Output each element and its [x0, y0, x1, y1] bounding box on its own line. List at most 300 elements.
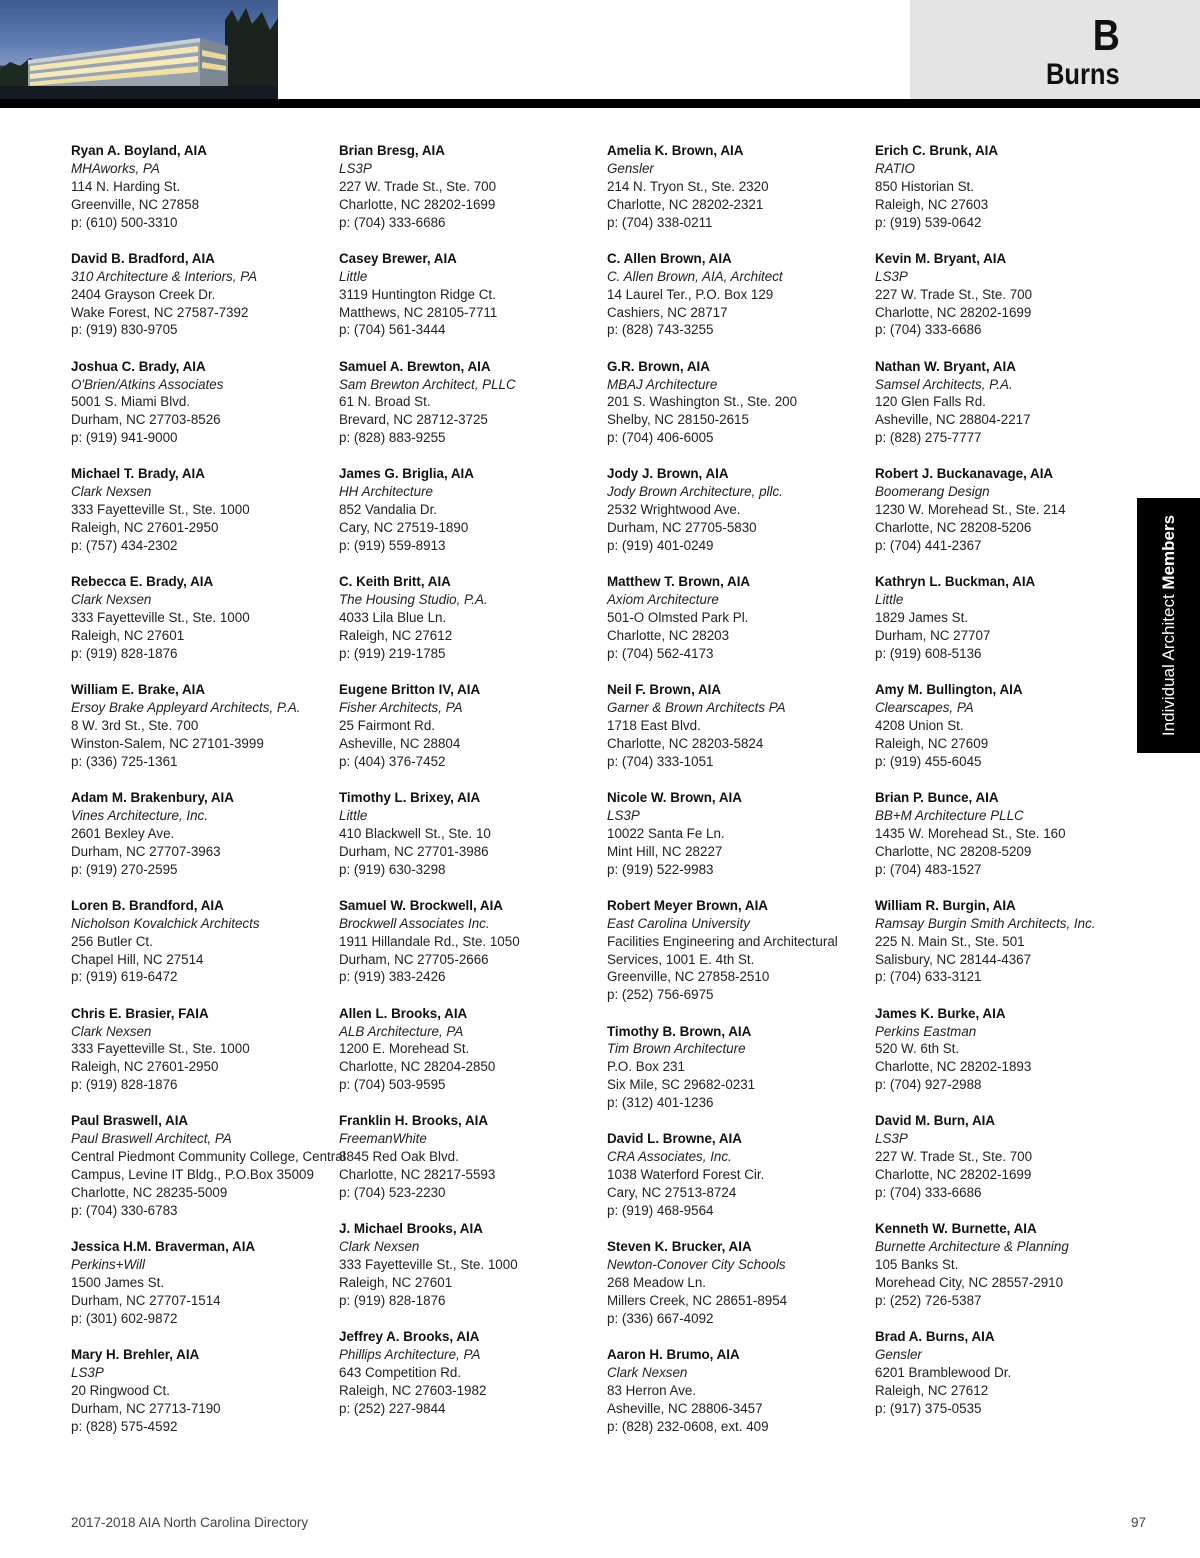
member-firm: Gensler	[607, 160, 654, 176]
member-entry	[607, 358, 867, 448]
member-detail-line: 501-O Olmsted Park Pl.	[607, 610, 749, 626]
member-firm: MBAJ Architecture	[607, 376, 718, 392]
member-detail-line: Durham, NC 27713-7190	[71, 1400, 221, 1416]
member-detail-line: p: (919) 559-8913	[339, 538, 446, 554]
member-detail-line: p: (404) 376-7452	[339, 753, 446, 769]
member-detail-line: 8 W. 3rd St., Ste. 700	[71, 717, 199, 733]
member-detail-line: p: (828) 743-3255	[607, 322, 714, 338]
member-detail-line: p: (704) 483-1527	[875, 861, 982, 877]
member-name: David B. Bradford, AIA	[71, 250, 215, 266]
member-detail-line: p: (919) 219-1785	[339, 645, 446, 661]
member-firm: LS3P	[339, 160, 372, 176]
member-name: Brian P. Bunce, AIA	[875, 789, 999, 805]
member-detail-line: 520 W. 6th St.	[875, 1041, 960, 1057]
member-detail-line: p: (919) 608-5136	[875, 645, 982, 661]
member-entry	[339, 142, 599, 232]
member-firm: MHAworks, PA	[71, 160, 160, 176]
member-detail-line: Charlotte, NC 28208-5206	[875, 520, 1032, 536]
member-detail-line: p: (704) 561-3444	[339, 322, 446, 338]
member-entry	[607, 573, 867, 663]
member-detail-line: p: (828) 275-7777	[875, 430, 982, 446]
member-name: Timothy L. Brixey, AIA	[339, 789, 481, 805]
member-entry	[607, 897, 867, 1004]
member-entry	[875, 1005, 1135, 1095]
member-detail-line: 256 Butler Ct.	[71, 933, 153, 949]
member-detail-line: 225 N. Main St., Ste. 501	[875, 933, 1025, 949]
member-firm: ALB Architecture, PA	[339, 1023, 464, 1039]
member-detail-line: Raleigh, NC 27609	[875, 735, 989, 751]
member-firm: Nicholson Kovalchick Architects	[71, 915, 260, 931]
member-detail-line: 10022 Santa Fe Ln.	[607, 825, 725, 841]
member-firm: Brockwell Associates Inc.	[339, 915, 490, 931]
member-name: Mary H. Brehler, AIA	[71, 1347, 200, 1363]
member-firm: Paul Braswell Architect, PA	[71, 1131, 232, 1147]
member-detail-line: Cashiers, NC 28717	[607, 304, 728, 320]
member-entry	[875, 789, 1135, 879]
member-detail-line: p: (919) 522-9983	[607, 861, 714, 877]
member-firm: Clark Nexsen	[71, 592, 152, 608]
member-detail-line: 1829 James St.	[875, 610, 969, 626]
member-firm: O'Brien/Atkins Associates	[71, 376, 224, 392]
member-detail-line: 8845 Red Oak Blvd.	[339, 1149, 459, 1165]
member-firm: LS3P	[607, 807, 640, 823]
member-detail-line: p: (919) 383-2426	[339, 969, 446, 985]
member-detail-line: p: (919) 619-6472	[71, 969, 178, 985]
member-detail-line: Cary, NC 27513-8724	[607, 1185, 737, 1201]
member-detail-line: Cary, NC 27519-1890	[339, 520, 469, 536]
member-detail-line: p: (704) 523-2230	[339, 1185, 446, 1201]
member-name: Kevin M. Bryant, AIA	[875, 250, 1007, 266]
footer-publication: 2017-2018 AIA North Carolina Directory	[71, 1515, 309, 1530]
member-detail-line: 850 Historian St.	[875, 178, 974, 194]
member-detail-line: 227 W. Trade St., Ste. 700	[339, 178, 497, 194]
member-name: William R. Burgin, AIA	[875, 897, 1016, 913]
member-detail-line: Charlotte, NC 28235-5009	[71, 1185, 228, 1201]
member-firm: Clearscapes, PA	[875, 700, 974, 716]
member-detail-line: 114 N. Harding St.	[71, 178, 181, 194]
member-firm: Samsel Architects, P.A.	[875, 376, 1013, 392]
member-entry	[71, 789, 331, 879]
member-name: Brad A. Burns, AIA	[875, 1329, 995, 1345]
member-name: Joshua C. Brady, AIA	[71, 358, 206, 374]
member-detail-line: 83 Herron Ave.	[607, 1382, 697, 1398]
member-firm: Little	[339, 268, 368, 284]
member-detail-line: Mint Hill, NC 28227	[607, 843, 723, 859]
member-name: Ryan A. Boyland, AIA	[71, 143, 207, 158]
member-detail-line: Asheville, NC 28804-2217	[875, 412, 1031, 428]
member-name: Michael T. Brady, AIA	[71, 466, 205, 482]
member-firm: LS3P	[875, 1131, 908, 1147]
member-name: Steven K. Brucker, AIA	[607, 1239, 752, 1255]
member-detail-line: 2601 Bexley Ave.	[71, 825, 175, 841]
member-detail-line: p: (917) 375-0535	[875, 1400, 982, 1416]
member-detail-line: 3119 Huntington Ridge Ct.	[339, 286, 496, 302]
member-detail-line: 105 Banks St.	[875, 1257, 959, 1273]
member-firm: RATIO	[875, 160, 915, 176]
member-detail-line: Durham, NC 27707-1514	[71, 1292, 221, 1308]
member-firm: LS3P	[71, 1364, 104, 1380]
member-detail-line: Winston-Salem, NC 27101-3999	[71, 735, 264, 751]
member-detail-line: p: (704) 333-1051	[607, 753, 714, 769]
member-name: Matthew T. Brown, AIA	[607, 574, 751, 590]
member-firm: Gensler	[875, 1347, 922, 1363]
member-name: Rebecca E. Brady, AIA	[71, 574, 214, 590]
member-entry	[875, 1220, 1135, 1310]
side-tab-label	[1155, 498, 1200, 753]
member-detail-line: 120 Glen Falls Rd.	[875, 394, 986, 410]
member-firm: Fisher Architects, PA	[339, 700, 463, 716]
directory-column-1	[71, 142, 346, 1454]
member-entry	[339, 465, 599, 555]
member-name: Casey Brewer, AIA	[339, 250, 457, 266]
member-detail-line: 201 S. Washington St., Ste. 200	[607, 394, 798, 410]
member-detail-line: 268 Meadow Ln.	[607, 1275, 707, 1290]
member-detail-line: 1230 W. Morehead St., Ste. 214	[875, 502, 1066, 518]
member-name: Aaron H. Brumo, AIA	[607, 1347, 740, 1363]
section-side-tab	[1137, 498, 1200, 753]
member-firm: FreemanWhite	[339, 1131, 427, 1147]
member-firm: Little	[875, 592, 904, 608]
member-name: Robert J. Buckanavage, AIA	[875, 466, 1054, 482]
member-detail-line: Millers Creek, NC 28651-8954	[607, 1292, 788, 1308]
member-detail-line: 5001 S. Miami Blvd.	[71, 394, 191, 410]
member-name: Adam M. Brakenbury, AIA	[71, 789, 234, 805]
member-entry	[875, 681, 1135, 771]
member-firm: Axiom Architecture	[607, 592, 719, 608]
member-detail-line: Greenville, NC 27858-2510	[607, 969, 770, 985]
member-detail-line: p: (919) 539-0642	[875, 214, 982, 230]
member-name: Samuel A. Brewton, AIA	[339, 358, 491, 374]
member-firm: East Carolina University	[607, 915, 750, 931]
member-entry	[339, 789, 599, 879]
member-detail-line: p: (919) 455-6045	[875, 753, 982, 769]
member-name: C. Keith Britt, AIA	[339, 574, 451, 590]
member-name: Robert Meyer Brown, AIA	[607, 897, 768, 913]
member-detail-line: p: (336) 725-1361	[71, 753, 178, 769]
member-detail-line: 14 Laurel Ter., P.O. Box 129	[607, 286, 774, 302]
member-name: Brian Bresg, AIA	[339, 143, 445, 158]
member-entry	[875, 1112, 1135, 1202]
member-detail-line: 643 Competition Rd.	[339, 1364, 462, 1380]
index-letter: B	[1092, 11, 1120, 60]
member-entry	[71, 1005, 331, 1095]
member-name: James K. Burke, AIA	[875, 1005, 1006, 1021]
member-detail-line: p: (704) 338-0211	[607, 214, 713, 230]
member-detail-line: 1911 Hillandale Rd., Ste. 1050	[339, 933, 520, 949]
member-detail-line: 1200 E. Morehead St.	[339, 1041, 470, 1057]
member-entry	[339, 1220, 599, 1310]
member-firm: Vines Architecture, Inc.	[71, 807, 208, 823]
member-detail-line: 1038 Waterford Forest Cir.	[607, 1167, 765, 1183]
member-firm: Little	[339, 807, 368, 823]
member-detail-line: Six Mile, SC 29682-0231	[607, 1077, 756, 1093]
member-detail-line: 2404 Grayson Creek Dr.	[71, 286, 216, 302]
member-detail-line: p: (919) 401-0249	[607, 538, 714, 554]
member-detail-line: 1500 James St.	[71, 1275, 165, 1290]
member-firm: Clark Nexsen	[339, 1239, 420, 1255]
member-detail-line: p: (919) 830-9705	[71, 322, 178, 338]
member-entry	[607, 465, 867, 555]
member-firm: Perkins Eastman	[875, 1023, 977, 1039]
member-firm: Perkins+Will	[71, 1257, 145, 1273]
member-firm: Sam Brewton Architect, PLLC	[339, 376, 516, 392]
member-detail-line: p: (919) 828-1876	[71, 645, 178, 661]
member-detail-line: 1718 East Blvd.	[607, 717, 701, 733]
member-detail-line: 333 Fayetteville St., Ste. 1000	[71, 502, 250, 518]
header-building-photo	[0, 0, 278, 100]
member-detail-line: p: (828) 575-4592	[71, 1418, 178, 1434]
member-detail-line: Raleigh, NC 27601	[71, 628, 185, 644]
member-detail-line: p: (919) 270-2595	[71, 861, 178, 877]
member-firm: Boomerang Design	[875, 484, 990, 500]
member-detail-line: Morehead City, NC 28557-2910	[875, 1275, 1064, 1290]
member-detail-line: p: (704) 503-9595	[339, 1077, 446, 1093]
member-entry	[339, 1112, 599, 1202]
member-detail-line: p: (828) 883-9255	[339, 430, 446, 446]
member-firm: BB+M Architecture PLLC	[875, 807, 1024, 823]
member-firm: Tim Brown Architecture	[607, 1041, 746, 1057]
member-detail-line: p: (704) 333-6686	[339, 214, 446, 230]
member-name: Erich C. Brunk, AIA	[875, 143, 999, 158]
member-detail-line: Charlotte, NC 28217-5593	[339, 1167, 496, 1183]
member-entry	[607, 1346, 867, 1436]
member-name: Loren B. Brandford, AIA	[71, 897, 224, 913]
member-name: Amy M. Bullington, AIA	[875, 682, 1023, 698]
member-name: Jody J. Brown, AIA	[607, 466, 729, 482]
member-firm: Phillips Architecture, PA	[339, 1347, 481, 1363]
member-detail-line: p: (252) 756-6975	[607, 987, 714, 1003]
member-entry	[71, 358, 331, 448]
member-detail-line: Durham, NC 27701-3986	[339, 843, 489, 859]
member-firm: Ersoy Brake Appleyard Architects, P.A.	[71, 700, 301, 716]
member-name: Paul Braswell, AIA	[71, 1113, 189, 1129]
directory-column-3	[607, 142, 867, 1454]
member-entry	[875, 250, 1135, 340]
member-detail-line: Raleigh, NC 27601	[339, 1275, 453, 1290]
member-detail-line: Charlotte, NC 28204-2850	[339, 1059, 496, 1075]
member-detail-line: p: (919) 630-3298	[339, 861, 446, 877]
member-detail-line: p: (757) 434-2302	[71, 538, 178, 554]
member-name: David M. Burn, AIA	[875, 1113, 996, 1129]
member-entry	[339, 681, 599, 771]
member-entry	[607, 681, 867, 771]
member-detail-line: Durham, NC 27707	[875, 628, 991, 644]
member-detail-line: Durham, NC 27705-5830	[607, 520, 757, 536]
member-detail-line: 1435 W. Morehead St., Ste. 160	[875, 825, 1066, 841]
member-detail-line: p: (704) 441-2367	[875, 538, 982, 554]
member-detail-line: 227 W. Trade St., Ste. 700	[875, 286, 1033, 302]
member-detail-line: Durham, NC 27703-8526	[71, 412, 221, 428]
member-detail-line: p: (336) 667-4092	[607, 1310, 714, 1326]
member-detail-line: 25 Fairmont Rd.	[339, 717, 436, 733]
member-detail-line: 4208 Union St.	[875, 717, 964, 733]
member-name: Kathryn L. Buckman, AIA	[875, 574, 1036, 590]
member-detail-line: Raleigh, NC 27603	[875, 196, 989, 212]
member-firm: C. Allen Brown, AIA, Architect	[607, 268, 783, 284]
member-entry	[875, 142, 1135, 232]
member-entry	[339, 1005, 599, 1095]
member-firm: HH Architecture	[339, 484, 434, 500]
member-detail-line: Durham, NC 27707-3963	[71, 843, 221, 859]
member-detail-line: 4033 Lila Blue Ln.	[339, 610, 447, 626]
member-name: Kenneth W. Burnette, AIA	[875, 1221, 1037, 1237]
member-entry	[607, 789, 867, 879]
member-entry	[875, 1328, 1135, 1418]
member-firm: CRA Associates, Inc.	[607, 1149, 732, 1165]
member-entry	[339, 573, 599, 663]
member-entry	[71, 1112, 346, 1219]
member-name: Chris E. Brasier, FAIA	[71, 1005, 209, 1021]
member-detail-line: 20 Ringwood Ct.	[71, 1382, 170, 1398]
member-detail-line: p: (919) 828-1876	[339, 1292, 446, 1308]
member-firm: Clark Nexsen	[71, 1023, 152, 1039]
member-detail-line: 333 Fayetteville St., Ste. 1000	[71, 610, 250, 626]
member-detail-line: p: (252) 726-5387	[875, 1292, 982, 1308]
member-entry	[607, 1238, 867, 1328]
member-name: Amelia K. Brown, AIA	[607, 143, 744, 158]
member-detail-line: Asheville, NC 28804	[339, 735, 461, 751]
member-entry	[607, 1130, 867, 1220]
member-detail-line: Charlotte, NC 28202-1699	[875, 1167, 1032, 1183]
member-firm: 310 Architecture & Interiors, PA	[71, 268, 258, 284]
member-detail-line: 227 W. Trade St., Ste. 700	[875, 1149, 1033, 1165]
member-detail-line: Raleigh, NC 27612	[339, 628, 453, 644]
member-entry	[339, 358, 599, 448]
member-firm: Burnette Architecture & Planning	[875, 1239, 1069, 1255]
member-name: C. Allen Brown, AIA	[607, 250, 732, 266]
member-detail-line: Raleigh, NC 27612	[875, 1382, 989, 1398]
member-name: David L. Browne, AIA	[607, 1131, 742, 1147]
side-tab-prefix: Individual Architect	[1159, 589, 1178, 737]
member-entry	[339, 897, 599, 987]
member-detail-line: 214 N. Tryon St., Ste. 2320	[607, 178, 769, 194]
member-detail-line: Raleigh, NC 27601-2950	[71, 520, 219, 536]
member-entry	[71, 573, 331, 663]
member-detail-line: p: (301) 602-9872	[71, 1310, 178, 1326]
member-firm: Jody Brown Architecture, pllc.	[607, 484, 783, 500]
side-tab-emphasis: Members	[1159, 514, 1178, 590]
member-name: Nathan W. Bryant, AIA	[875, 358, 1016, 374]
member-detail-line: Charlotte, NC 28208-5209	[875, 843, 1032, 859]
member-detail-line: Charlotte, NC 28202-1893	[875, 1059, 1032, 1075]
member-entry	[71, 681, 331, 771]
member-detail-line: Raleigh, NC 27603-1982	[339, 1382, 487, 1398]
member-detail-line: Greenville, NC 27858	[71, 196, 200, 212]
member-detail-line: Shelby, NC 28150-2615	[607, 412, 749, 428]
member-name: Jessica H.M. Braverman, AIA	[71, 1239, 256, 1255]
member-entry	[875, 358, 1135, 448]
member-detail-line: p: (704) 562-4173	[607, 645, 714, 661]
member-name: Allen L. Brooks, AIA	[339, 1005, 468, 1021]
member-detail-line: p: (610) 500-3310	[71, 214, 178, 230]
member-detail-line: Matthews, NC 28105-7711	[339, 304, 498, 320]
member-detail-line: p: (919) 468-9564	[607, 1202, 714, 1218]
member-detail-line: 333 Fayetteville St., Ste. 1000	[339, 1257, 518, 1273]
member-detail-line: p: (704) 406-6005	[607, 430, 714, 446]
member-name: J. Michael Brooks, AIA	[339, 1221, 483, 1237]
member-detail-line: Wake Forest, NC 27587-7392	[71, 304, 249, 320]
member-name: Samuel W. Brockwell, AIA	[339, 897, 503, 913]
member-detail-line: p: (704) 333-6686	[875, 322, 982, 338]
member-detail-line: Charlotte, NC 28203	[607, 628, 730, 644]
member-detail-line: p: (704) 633-3121	[875, 969, 982, 985]
member-entry	[71, 1346, 331, 1436]
member-entry	[71, 250, 331, 340]
member-detail-line: 61 N. Broad St.	[339, 394, 431, 410]
member-entry	[607, 142, 867, 232]
member-entry	[339, 1328, 599, 1418]
member-detail-line: Central Piedmont Community College, Central	[71, 1149, 346, 1165]
member-detail-line: p: (704) 333-6686	[875, 1185, 982, 1201]
member-detail-line: Raleigh, NC 27601-2950	[71, 1059, 219, 1075]
member-name: William E. Brake, AIA	[71, 682, 206, 698]
member-detail-line: Services, 1001 E. 4th St.	[607, 951, 755, 967]
member-detail-line: Charlotte, NC 28202-1699	[339, 196, 496, 212]
member-detail-line: Asheville, NC 28806-3457	[607, 1400, 763, 1416]
member-entry	[71, 465, 331, 555]
member-entry	[607, 250, 867, 340]
member-name: Neil F. Brown, AIA	[607, 682, 722, 698]
member-entry	[71, 1238, 331, 1328]
member-firm: Newton-Conover City Schools	[607, 1257, 786, 1273]
member-name: Jeffrey A. Brooks, AIA	[339, 1329, 480, 1345]
member-name: Franklin H. Brooks, AIA	[339, 1113, 489, 1129]
directory-column-4	[875, 142, 1135, 1436]
member-entry	[339, 250, 599, 340]
member-detail-line: Salisbury, NC 28144-4367	[875, 951, 1032, 967]
member-entry	[875, 465, 1135, 555]
building-photo-illustration	[0, 0, 278, 100]
page-number: 97	[1130, 1515, 1146, 1530]
member-firm: The Housing Studio, P.A.	[339, 592, 488, 608]
member-detail-line: Brevard, NC 28712-3725	[339, 412, 488, 428]
member-detail-line: p: (919) 941-9000	[71, 430, 178, 446]
member-entry	[875, 573, 1135, 663]
member-firm: Ramsay Burgin Smith Architects, Inc.	[875, 915, 1096, 931]
member-name: Timothy B. Brown, AIA	[607, 1023, 752, 1039]
member-detail-line: 852 Vandalia Dr.	[339, 502, 438, 518]
member-detail-line: p: (919) 828-1876	[71, 1077, 178, 1093]
member-detail-line: Chapel Hill, NC 27514	[71, 951, 204, 967]
member-firm: LS3P	[875, 268, 908, 284]
member-firm: Garner & Brown Architects PA	[607, 700, 786, 716]
directory-column-2	[339, 142, 599, 1436]
member-detail-line: 6201 Bramblewood Dr.	[875, 1364, 1012, 1380]
index-word: Burns	[1046, 58, 1120, 91]
member-firm: Clark Nexsen	[71, 484, 152, 500]
member-detail-line: p: (312) 401-1236	[607, 1095, 714, 1111]
member-entry	[71, 142, 331, 232]
member-detail-line: 2532 Wrightwood Ave.	[607, 502, 741, 518]
member-detail-line: p: (252) 227-9844	[339, 1400, 446, 1416]
member-detail-line: p: (828) 232-0608, ext. 409	[607, 1418, 769, 1434]
section-index-box	[910, 0, 1200, 100]
member-detail-line: p: (704) 927-2988	[875, 1077, 982, 1093]
member-detail-line: Campus, Levine IT Bldg., P.O.Box 35009	[71, 1167, 314, 1183]
header-rule	[0, 99, 1200, 108]
member-detail-line: Charlotte, NC 28202-1699	[875, 304, 1032, 320]
member-detail-line: P.O. Box 231	[607, 1059, 685, 1075]
member-entry	[71, 897, 331, 987]
member-detail-line: 333 Fayetteville St., Ste. 1000	[71, 1041, 250, 1057]
member-detail-line: Facilities Engineering and Architectural	[607, 933, 838, 949]
member-detail-line: Charlotte, NC 28203-5824	[607, 735, 764, 751]
member-name: G.R. Brown, AIA	[607, 358, 710, 374]
member-firm: Clark Nexsen	[607, 1364, 688, 1380]
member-name: Eugene Britton IV, AIA	[339, 682, 481, 698]
member-name: James G. Briglia, AIA	[339, 466, 474, 482]
member-detail-line: 410 Blackwell St., Ste. 10	[339, 825, 491, 841]
